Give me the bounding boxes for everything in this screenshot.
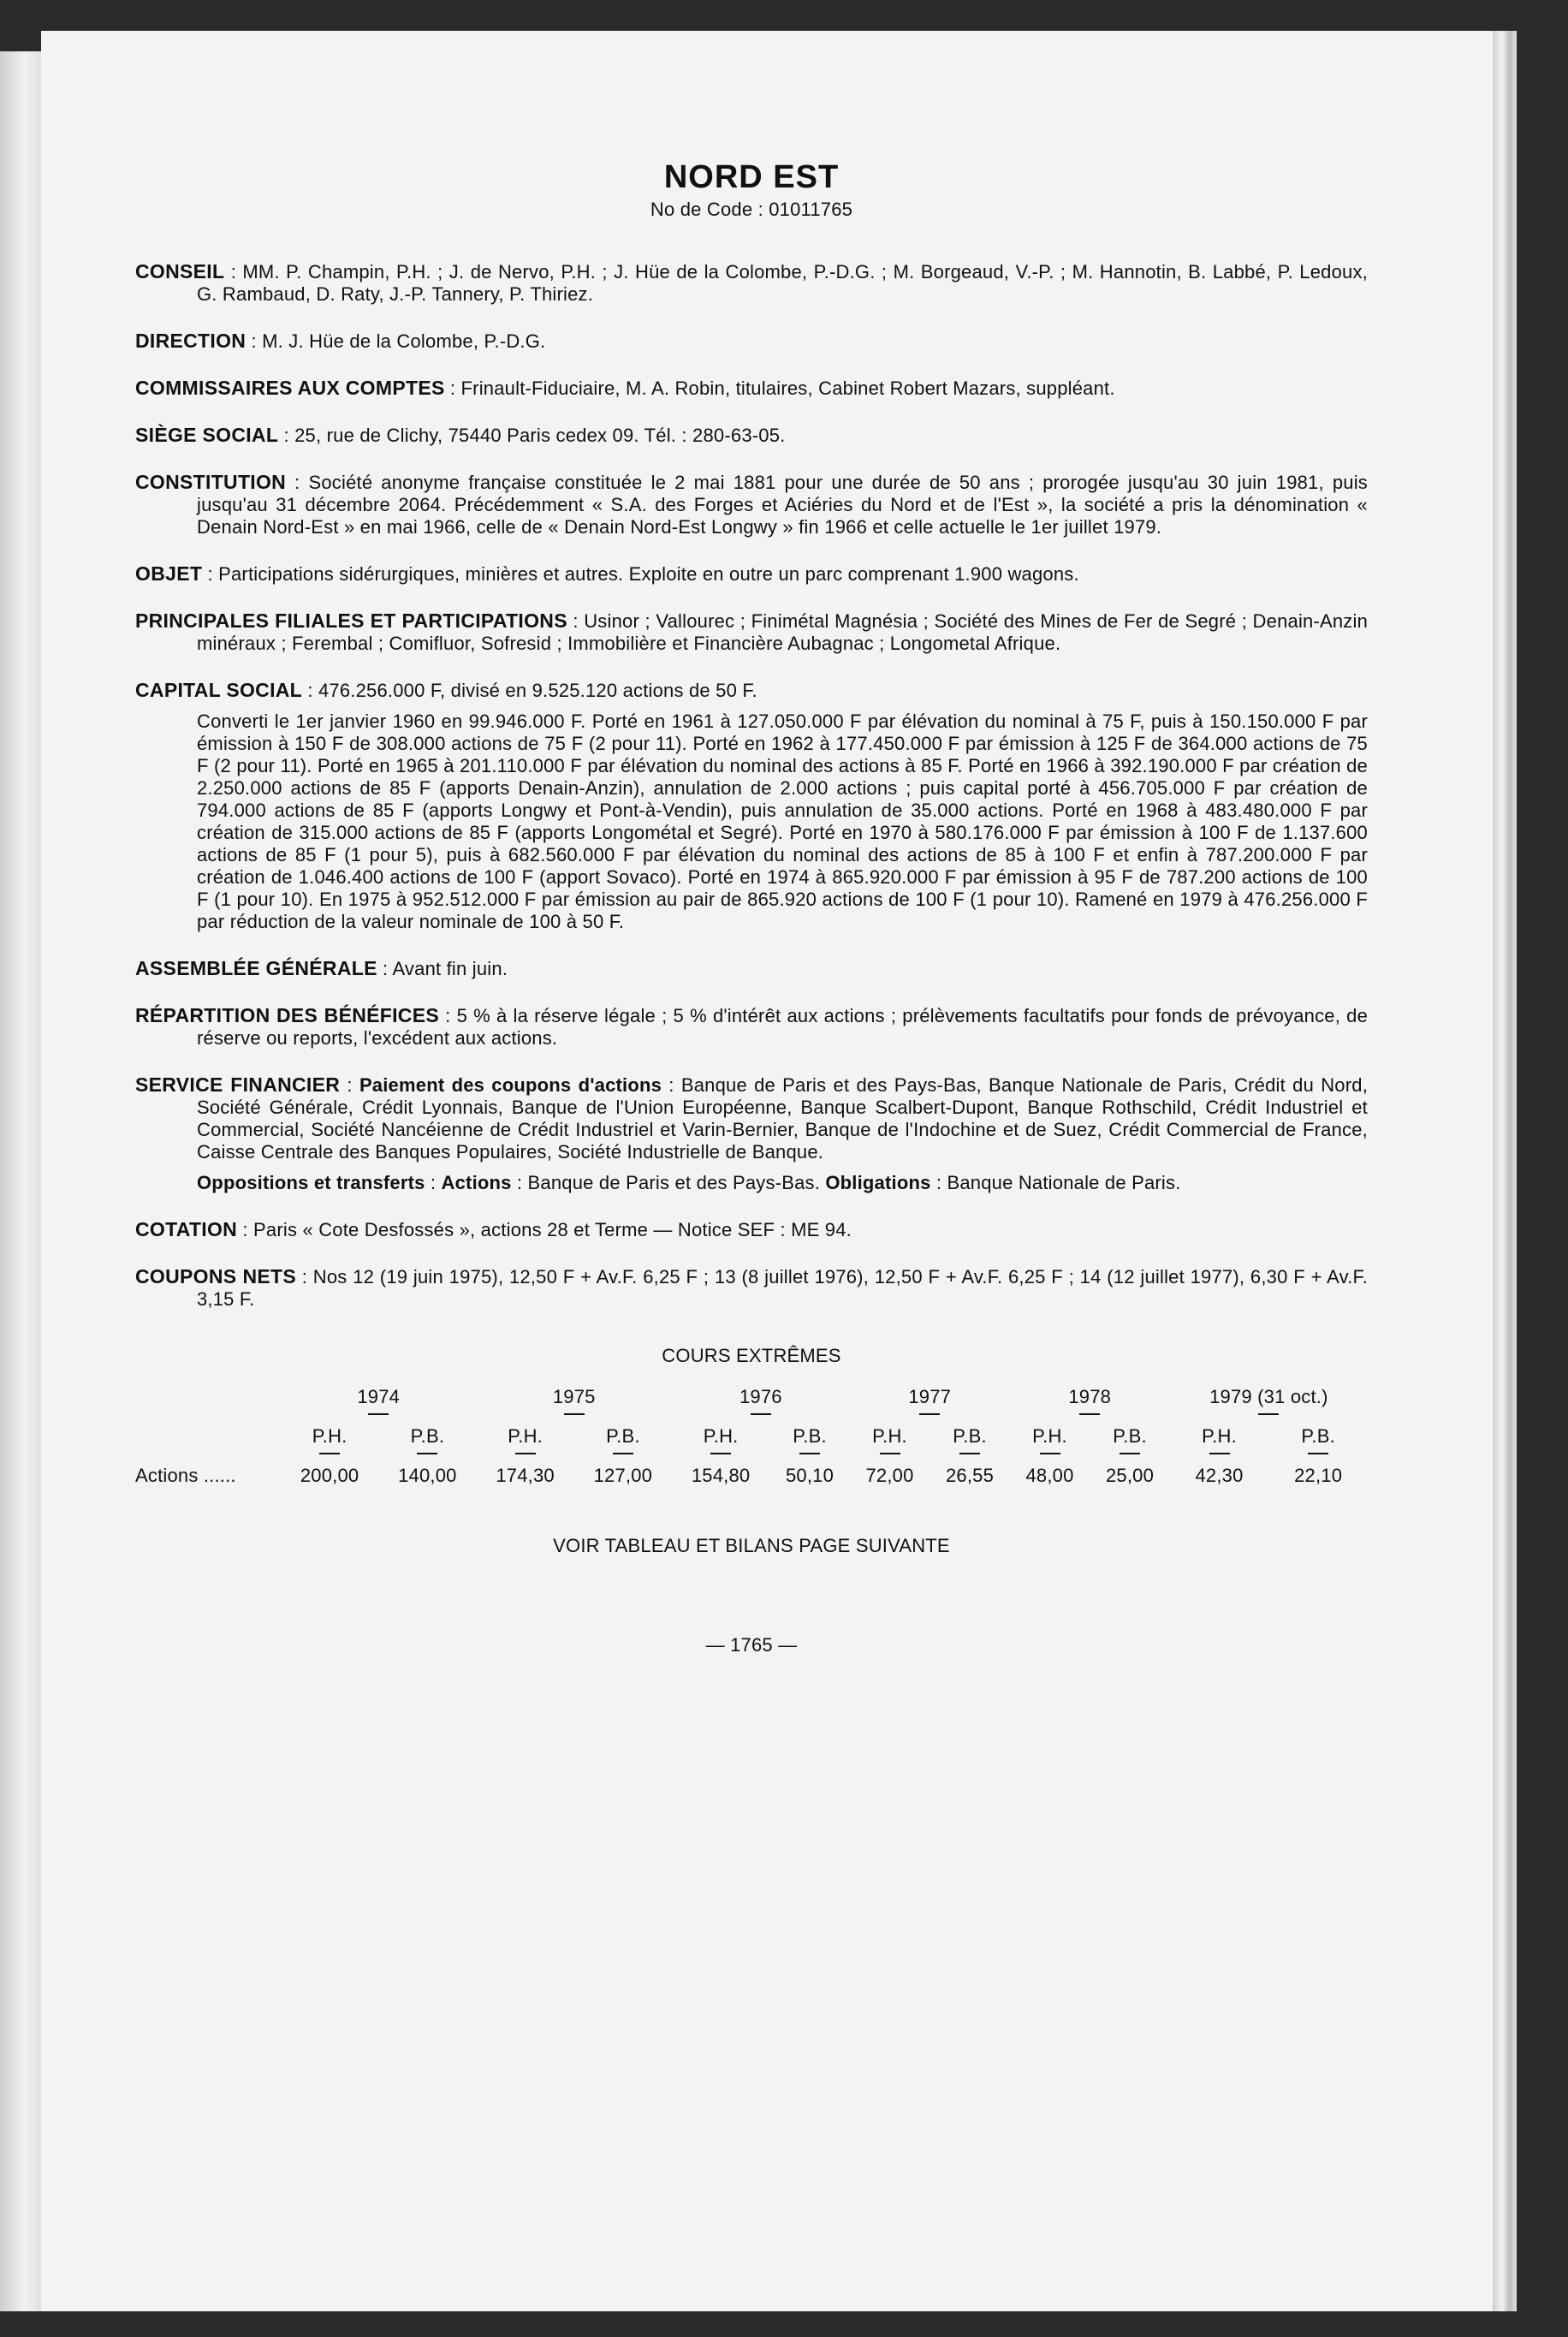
value-cell: 26,55	[945, 1465, 995, 1486]
section-text: Société anonyme française constituée le 2 mai 1881 pour une durée de 50 ans ; prorogée jusqu'au 30 juin 1981, puis jusqu'au 31 décembre 2064. Précédemment « S.A. des Forges et Aciéries du Nord et de l'Est », la société a pris la dénomination « Denain Nord-Est » en mai 1966, celle de « Denain Nord-Est Longwy » fin 1966 et celle actuelle le 1er juillet 1979.	[197, 472, 1368, 538]
pb-label: P.B.	[1268, 1420, 1368, 1460]
section-label: OBJET	[135, 562, 203, 585]
section-label: RÉPARTITION DES BÉNÉFICES	[135, 1004, 439, 1026]
section-capital: CAPITAL SOCIAL : 476.256.000 F, divisé en 9.525.120 actions de 50 F. Converti le 1er janvier 1960 en 99.946.000 F. Porté en 1961 à 127.050.000 F par élévation du nominal à 75 F, puis à 150.150.000 F par émission à 150 F de 308.000 actions de 75 F (2 pour 11). Porté en 1962 à 177.450.000 F par émission à 125 F de 364.000 actions de 75 F (2 pour 11). Porté en 1965 à 201.110.000 F par élévation du nominal des actions à 85 F. Porté en 1966 à 392.190.000 F par création de 2.250.000 actions de 85 F (apports Denain-Anzin), annulation de 2.000 actions ; puis capital porté à 456.705.000 F par création de 794.000 actions de 85 F (apports Longwy et Pont-à-Vendin), puis annulation de 35.000 actions. Porté en 1968 à 483.480.000 F par création de 315.000 actions de 85 F (apports Longométal et Segré). Porté en 1970 à 580.176.000 F par émission à 100 F de 1.137.600 actions de 85 F (1 pour 5), puis à 682.560.000 F par élévation du nominal des actions de 85 à 100 F et enfin à 787.200.000 F par création de 1.046.400 actions de 100 F (apport Sovaco). Porté en 1974 à 865.920.000 F par émission à 95 F de 787.200 actions de 100 F (1 pour 10). En 1975 à 952.512.000 F par émission au pair de 865.920 actions de 100 F (1 pour 10). Ramené en 1979 à 476.256.000 F par réduction de la valeur nominale de 100 à 50 F.	[135, 679, 1368, 932]
value-cell: 140,00	[398, 1465, 457, 1486]
ph-label: P.H.	[850, 1420, 930, 1460]
section-direction: DIRECTION : M. J. Hüe de la Colombe, P.-D.G.	[135, 330, 546, 352]
section-label: COUPONS NETS	[135, 1265, 297, 1287]
obligations-text: Banque Nationale de Paris.	[947, 1172, 1181, 1193]
section-label: COTATION	[135, 1218, 238, 1240]
pb-label: P.B.	[1090, 1420, 1170, 1460]
value-cell: 127,00	[593, 1465, 653, 1486]
section-cotation: COTATION : Paris « Cote Desfossés », actions 28 et Terme — Notice SEF : ME 94.	[135, 1218, 852, 1240]
section-label: DIRECTION	[135, 330, 246, 352]
ph-label: P.H.	[477, 1420, 574, 1460]
section-label: CAPITAL SOCIAL	[135, 679, 303, 701]
year-cell: 1975	[477, 1381, 673, 1420]
section-repartition: RÉPARTITION DES BÉNÉFICES : 5 % à la réserve légale ; 5 % d'intérêt aux actions ; prélèvements facultatifs pour fonds de prévoyance, de réserve ou reports, l'excédent aux actions.	[135, 1004, 1369, 1049]
page-number: — 1765 —	[705, 1634, 798, 1656]
page-content	[135, 159, 1368, 1656]
value-cell: 48,00	[1025, 1465, 1074, 1486]
section-text: Paris « Cote Desfossés », actions 28 et Terme — Notice SEF : ME 94.	[253, 1219, 852, 1240]
coupons-payment-label: Paiement des coupons d'actions	[359, 1074, 662, 1096]
section-label: SERVICE FINANCIER	[135, 1073, 341, 1096]
value-cell: 25,00	[1105, 1465, 1155, 1486]
ph-label: P.H.	[1170, 1420, 1269, 1460]
year-cell: 1977	[850, 1381, 1010, 1420]
section-commissaires: COMMISSAIRES AUX COMPTES : Frinault-Fiduciaire, M. A. Robin, titulaires, Cabinet Robert Mazars, suppléant.	[135, 377, 1115, 399]
actions-text: Banque de Paris et des Pays-Bas.	[527, 1172, 821, 1193]
capital-history: Converti le 1er janvier 1960 en 99.946.000 F. Porté en 1961 à 127.050.000 F par élévation du nominal à 75 F, puis à 150.150.000 F par émission à 150 F de 308.000 actions de 75 F (2 pour 11). Porté en 1962 à 177.450.000 F par émission à 125 F de 364.000 actions de 75 F (2 pour 11). Porté en 1965 à 201.110.000 F par élévation du nominal des actions à 85 F. Porté en 1966 à 392.190.000 F par création de 2.250.000 actions de 85 F (apports Denain-Anzin), annulation de 2.000 actions ; puis capital porté à 456.705.000 F par création de 794.000 actions de 85 F (apports Longwy et Pont-à-Vendin), puis annulation de 35.000 actions. Porté en 1968 à 483.480.000 F par création de 315.000 actions de 85 F (apports Longométal et Segré). Porté en 1970 à 580.176.000 F par émission à 100 F de 1.137.600 actions de 85 F (1 pour 5), puis à 682.560.000 F par élévation du nominal des actions de 85 à 100 F et enfin à 787.200.000 F par création de 1.046.400 actions de 100 F (apport Sovaco). Porté en 1974 à 865.920.000 F par émission à 95 F de 787.200 actions de 100 F (1 pour 10). En 1975 à 952.512.000 F par émission au pair de 865.920 actions de 100 F (1 pour 10). Ramené en 1979 à 476.256.000 F par réduction de la valeur nominale de 100 à 50 F.	[197, 711, 1368, 932]
section-filiales: PRINCIPALES FILIALES ET PARTICIPATIONS : Usinor ; Vallourec ; Finimétal Magnésia ; Société des Mines de Fer de Segré ; Denain-Anzin minéraux ; Ferembal ; Comifluor, Sofresid ; Immobilière et Financière Aubagnac ; Longometal Afrique.	[135, 610, 1369, 654]
section-constitution: CONSTITUTION : Société anonyme française constituée le 2 mai 1881 pour une durée de 50 ans ; prorogée jusqu'au 30 juin 1981, puis jusqu'au 31 décembre 2064. Précédemment « S.A. des Forges et Aciéries du Nord et de l'Est », la société a pris la dénomination « Denain Nord-Est » en mai 1966, celle de « Denain Nord-Est Longwy » fin 1966 et celle actuelle le 1er juillet 1979.	[135, 471, 1368, 538]
section-label: SIÈGE SOCIAL	[135, 424, 279, 446]
section-text: Avant fin juin.	[392, 958, 508, 979]
year-row	[135, 1381, 1368, 1420]
section-siege: SIÈGE SOCIAL : 25, rue de Clichy, 75440 Paris cedex 09. Tél. : 280-63-05.	[135, 424, 786, 446]
section-objet: OBJET : Participations sidérurgiques, minières et autres. Exploite en outre un parc comprenant 1.900 wagons.	[135, 562, 1079, 585]
year-cell: 1976	[672, 1381, 850, 1420]
ph-label: P.H.	[281, 1420, 378, 1460]
pb-label: P.B.	[574, 1420, 672, 1460]
oppositions-transferts: Oppositions et transferts : Actions : Banque de Paris et des Pays-Bas. Obligations : Banque Nationale de Paris.	[197, 1172, 1181, 1193]
actions-label: Actions	[441, 1172, 512, 1193]
binding-edge	[0, 51, 41, 2311]
actions-row	[135, 1460, 1368, 1492]
section-label: COMMISSAIRES AUX COMPTES	[135, 377, 445, 399]
section-text: 25, rue de Clichy, 75440 Paris cedex 09. Tél. : 280-63-05.	[294, 425, 786, 446]
section-label: CONSEIL	[135, 260, 225, 282]
pb-label: P.B.	[769, 1420, 850, 1460]
value-cell: 72,00	[865, 1465, 914, 1486]
oppositions-label: Oppositions et transferts	[197, 1172, 425, 1193]
pb-label: P.B.	[378, 1420, 476, 1460]
ph-pb-row	[135, 1420, 1368, 1460]
document-page	[41, 31, 1493, 2311]
section-text: Participations sidérurgiques, minières et autres. Exploite en outre un parc comprenant 1.900 wagons.	[218, 563, 1079, 585]
section-text: Frinault-Fiduciaire, M. A. Robin, titulaires, Cabinet Robert Mazars, suppléant.	[460, 378, 1115, 399]
section-text: 5 % à la réserve légale ; 5 % d'intérêt aux actions ; prélèvements facultatifs pour fonds de prévoyance, de réserve ou reports, l'excédent aux actions.	[197, 1005, 1369, 1049]
actions-row-label: Actions ......	[135, 1465, 236, 1486]
value-cell: 22,10	[1294, 1465, 1343, 1486]
page-title: NORD EST	[663, 159, 840, 195]
section-text: Nos 12 (19 juin 1975), 12,50 F + Av.F. 6,25 F ; 13 (8 juillet 1976), 12,50 F + Av.F. 6,25 F ; 14 (12 juillet 1977), 6,30 F + Av.F. 3,15 F.	[197, 1266, 1369, 1310]
section-text: Usinor ; Vallourec ; Finimétal Magnésia ; Société des Mines de Fer de Segré ; Denain-Anzin minéraux ; Ferembal ; Comifluor, Sofresid ; Immobilière et Financière Aubagnac ; Longometal Afrique.	[197, 610, 1369, 654]
value-cell: 42,30	[1195, 1465, 1244, 1486]
ph-label: P.H.	[1010, 1420, 1090, 1460]
code-line: No de Code : 01011765	[650, 199, 853, 220]
value-cell: 174,30	[496, 1465, 555, 1486]
section-label: CONSTITUTION	[135, 471, 287, 493]
section-text: Banque de Paris et des Pays-Bas, Banque Nationale de Paris, Crédit du Nord, Société Générale, Crédit Lyonnais, Banque de l'Union Européenne, Banque Scalbert-Dupont, Banque Rothschild, Crédit Industriel et Commercial, Société Nancéienne de Crédit Industriel et Varin-Bernier, Banque de l'Indochine et de Suez, Crédit Commercial de France, Caisse Centrale des Banques Populaires, Société Industrielle de Banque.	[197, 1074, 1369, 1163]
cours-table	[135, 1381, 1368, 1492]
section-label: ASSEMBLÉE GÉNÉRALE	[135, 957, 377, 979]
year-cell: 1974	[281, 1381, 477, 1420]
value-cell: 154,80	[691, 1465, 751, 1486]
ph-label: P.H.	[672, 1420, 769, 1460]
section-text: 476.256.000 F, divisé en 9.525.120 actions de 50 F.	[318, 680, 757, 701]
value-cell: 200,00	[300, 1465, 359, 1486]
year-cell: 1979 (31 oct.)	[1170, 1381, 1368, 1420]
footer-note: VOIR TABLEAU ET BILANS PAGE SUIVANTE	[553, 1535, 950, 1556]
year-cell: 1978	[1010, 1381, 1170, 1420]
section-assemblee: ASSEMBLÉE GÉNÉRALE : Avant fin juin.	[135, 957, 508, 979]
section-label: PRINCIPALES FILIALES ET PARTICIPATIONS	[135, 610, 567, 632]
page-stack-edge	[1493, 31, 1517, 2311]
cours-title: COURS EXTRÊMES	[662, 1345, 841, 1366]
section-service: SERVICE FINANCIER : Paiement des coupons d'actions : Banque de Paris et des Pays-Bas, Banque Nationale de Paris, Crédit du Nord, Société Générale, Crédit Lyonnais, Banque de l'Union Européenne, Banque Scalbert-Dupont, Banque Rothschild, Crédit Industriel et Commercial, Société Nancéienne de Crédit Industriel et Varin-Bernier, Banque de l'Indochine et de Suez, Crédit Commercial de France, Caisse Centrale des Banques Populaires, Société Industrielle de Banque. Oppositions et transferts : Actions : Banque de Paris et des Pays-Bas. Obligations : Banque Nationale de Paris.	[135, 1073, 1369, 1193]
section-text: M. J. Hüe de la Colombe, P.-D.G.	[262, 330, 546, 352]
section-coupons: COUPONS NETS : Nos 12 (19 juin 1975), 12,50 F + Av.F. 6,25 F ; 13 (8 juillet 1976), 12,50 F + Av.F. 6,25 F ; 14 (12 juillet 1977), 6,30 F + Av.F. 3,15 F.	[135, 1265, 1369, 1310]
section-conseil: CONSEIL : MM. P. Champin, P.H. ; J. de Nervo, P.H. ; J. Hüe de la Colombe, P.-D.G. ; M. Borgeaud, V.-P. ; M. Hannotin, B. Labbé, P. Ledoux, G. Rambaud, D. Raty, J.-P. Tannery, P. Thiriez.	[135, 260, 1368, 305]
value-cell: 50,10	[785, 1465, 834, 1486]
section-text: MM. P. Champin, P.H. ; J. de Nervo, P.H. ; J. Hüe de la Colombe, P.-D.G. ; M. Borgeaud, V.-P. ; M. Hannotin, B. Labbé, P. Ledoux, G. Rambaud, D. Raty, J.-P. Tannery, P. Thiriez.	[197, 261, 1368, 305]
obligations-label: Obligations	[825, 1172, 931, 1193]
pb-label: P.B.	[930, 1420, 1010, 1460]
